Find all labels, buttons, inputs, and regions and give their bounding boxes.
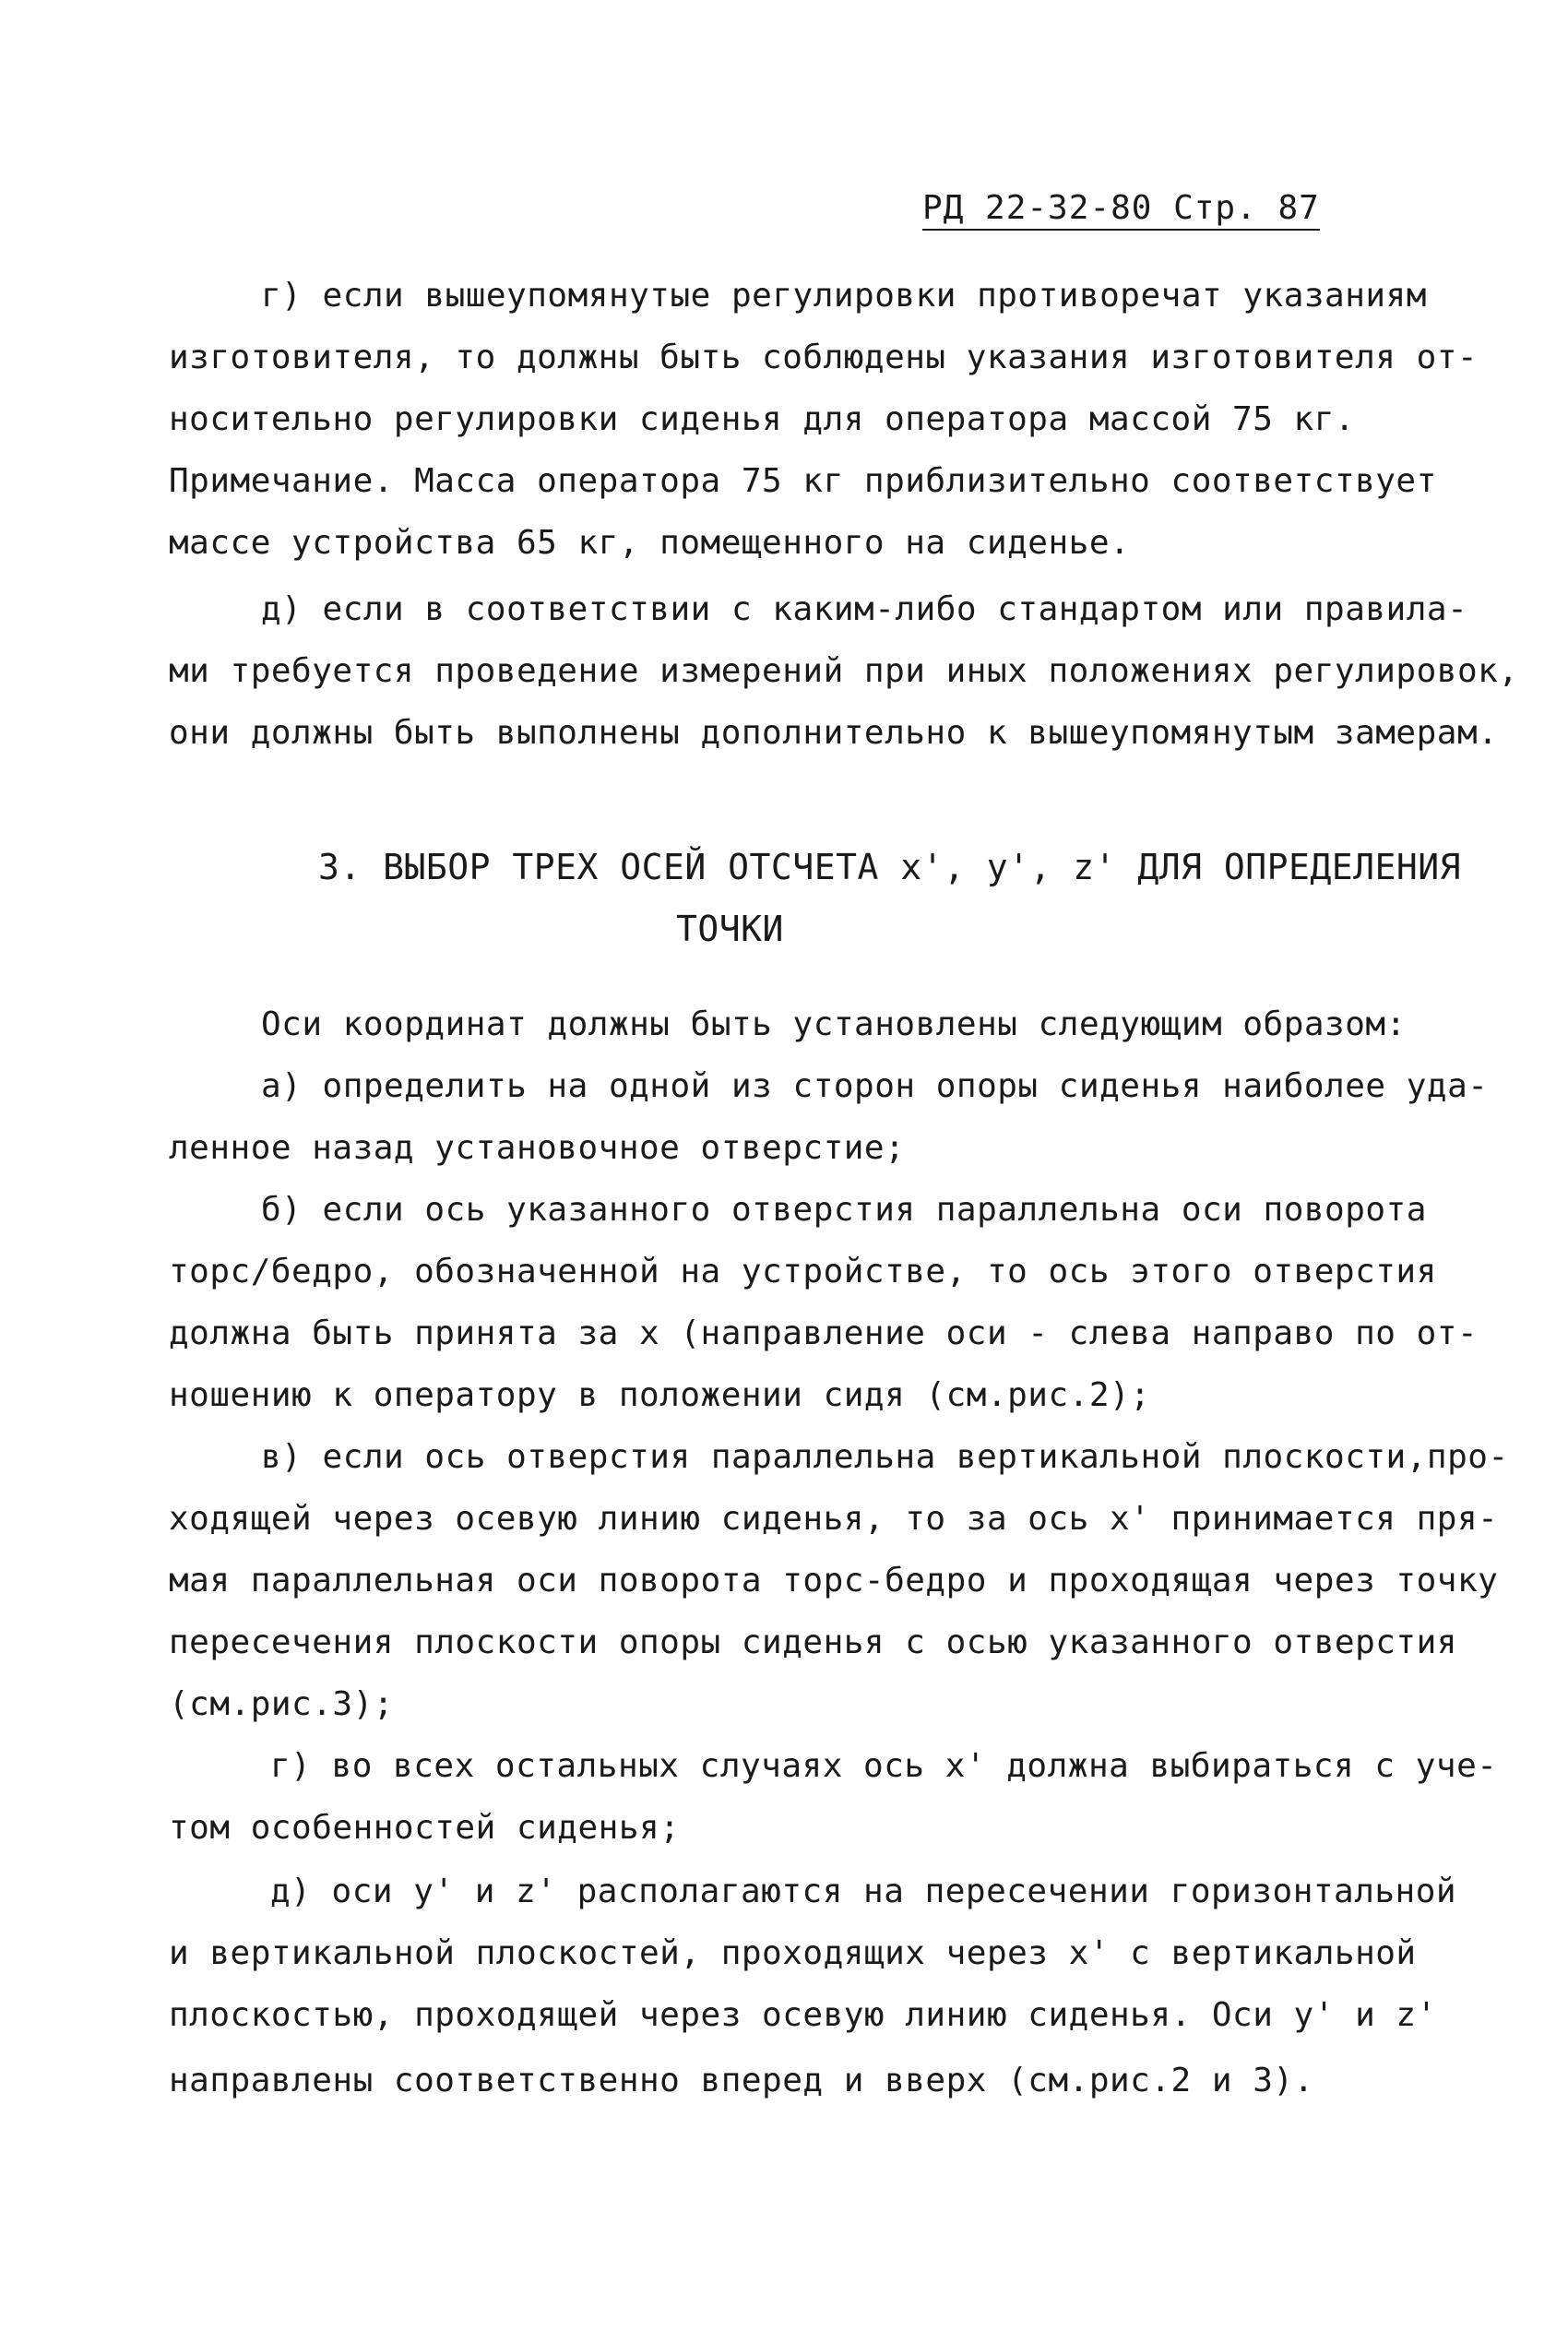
item-d2-line-4: направлены соответственно вперед и вверх (см.рис.2 и 3). (169, 2062, 1314, 2099)
item-d2-line-3: плоскостью, проходящей через осевую линию сиденья. Оси y' и z' (169, 1996, 1437, 2034)
item-b-line-2: торс/бедро, обозначенной на устройстве, то ось этого отверстия (169, 1253, 1437, 1290)
item-d2-line-2: и вертикальной плоскостей, проходящих через x' с вертикальной (169, 1934, 1417, 1972)
item-v-line-4: пересечения плоскости опоры сиденья с осью указанного отверстия (169, 1623, 1457, 1661)
section-title-line-1: 3. ВЫБОР ТРЕХ ОСЕЙ ОТСЧЕТА x', y', z' ДЛЯ ОПРЕДЕЛЕНИЯ (318, 847, 1462, 887)
item-g2-line-1: г) во всех остальных случаях ось x' должна выбираться с уче- (270, 1747, 1498, 1785)
item-v-line-2: ходящей через осевую линию сиденья, то за ось x' принимается пря- (169, 1500, 1499, 1538)
body-intro: Оси координат должны быть установлены следующим образом: (261, 1005, 1407, 1043)
item-a-line-2: ленное назад установочное отверстие; (169, 1129, 906, 1167)
page-header: РД 22-32-80 Стр. 87 (922, 189, 1320, 231)
item-b-line-3: должна быть принята за x (направление оси - слева направо по от- (169, 1314, 1479, 1352)
paragraph-d1-line-1: д) если в соответствии с каким-либо стандартом или правила- (261, 590, 1468, 628)
item-v-line-3: мая параллельная оси поворота торс-бедро и проходящая через точку (169, 1562, 1499, 1600)
paragraph-d1-line-2: ми требуется проведение измерений при иных положениях регулировок, (169, 652, 1519, 690)
note-line-2: массе устройства 65 кг, помещенного на сиденье. (169, 524, 1131, 562)
item-d2-line-1: д) оси y' и z' располагаются на пересечении горизонтальной (270, 1873, 1457, 1910)
item-g2-line-2: том особенностей сиденья; (169, 1809, 681, 1847)
section-title-line-2: ТОЧКИ (676, 909, 784, 949)
item-a-line-1: а) определить на одной из сторон опоры сиденья наиболее уда- (261, 1067, 1489, 1105)
item-b-line-4: ношению к оператору в положении сидя (см.рис.2); (169, 1376, 1151, 1414)
paragraph-d1-line-3: они должны быть выполнены дополнительно к вышеупомянутым замерам. (169, 714, 1499, 752)
paragraph-g1-line-2: изготовителя, то должны быть соблюдены указания изготовителя от- (169, 339, 1479, 376)
item-v-line-5: (см.рис.3); (169, 1685, 394, 1723)
item-v-line-1: в) если ось отверстия параллельна вертикальной плоскости,про- (261, 1438, 1509, 1476)
paragraph-g1-line-1: г) если вышеупомянутые регулировки противоречат указаниям (261, 277, 1427, 315)
paragraph-g1-line-3: носительно регулировки сиденья для оператора массой 75 кг. (169, 400, 1356, 438)
item-b-line-1: б) если ось указанного отверстия параллельна оси поворота (261, 1191, 1427, 1229)
note-line-1: Примечание. Масса оператора 75 кг приблизительно соответствует (169, 462, 1437, 500)
